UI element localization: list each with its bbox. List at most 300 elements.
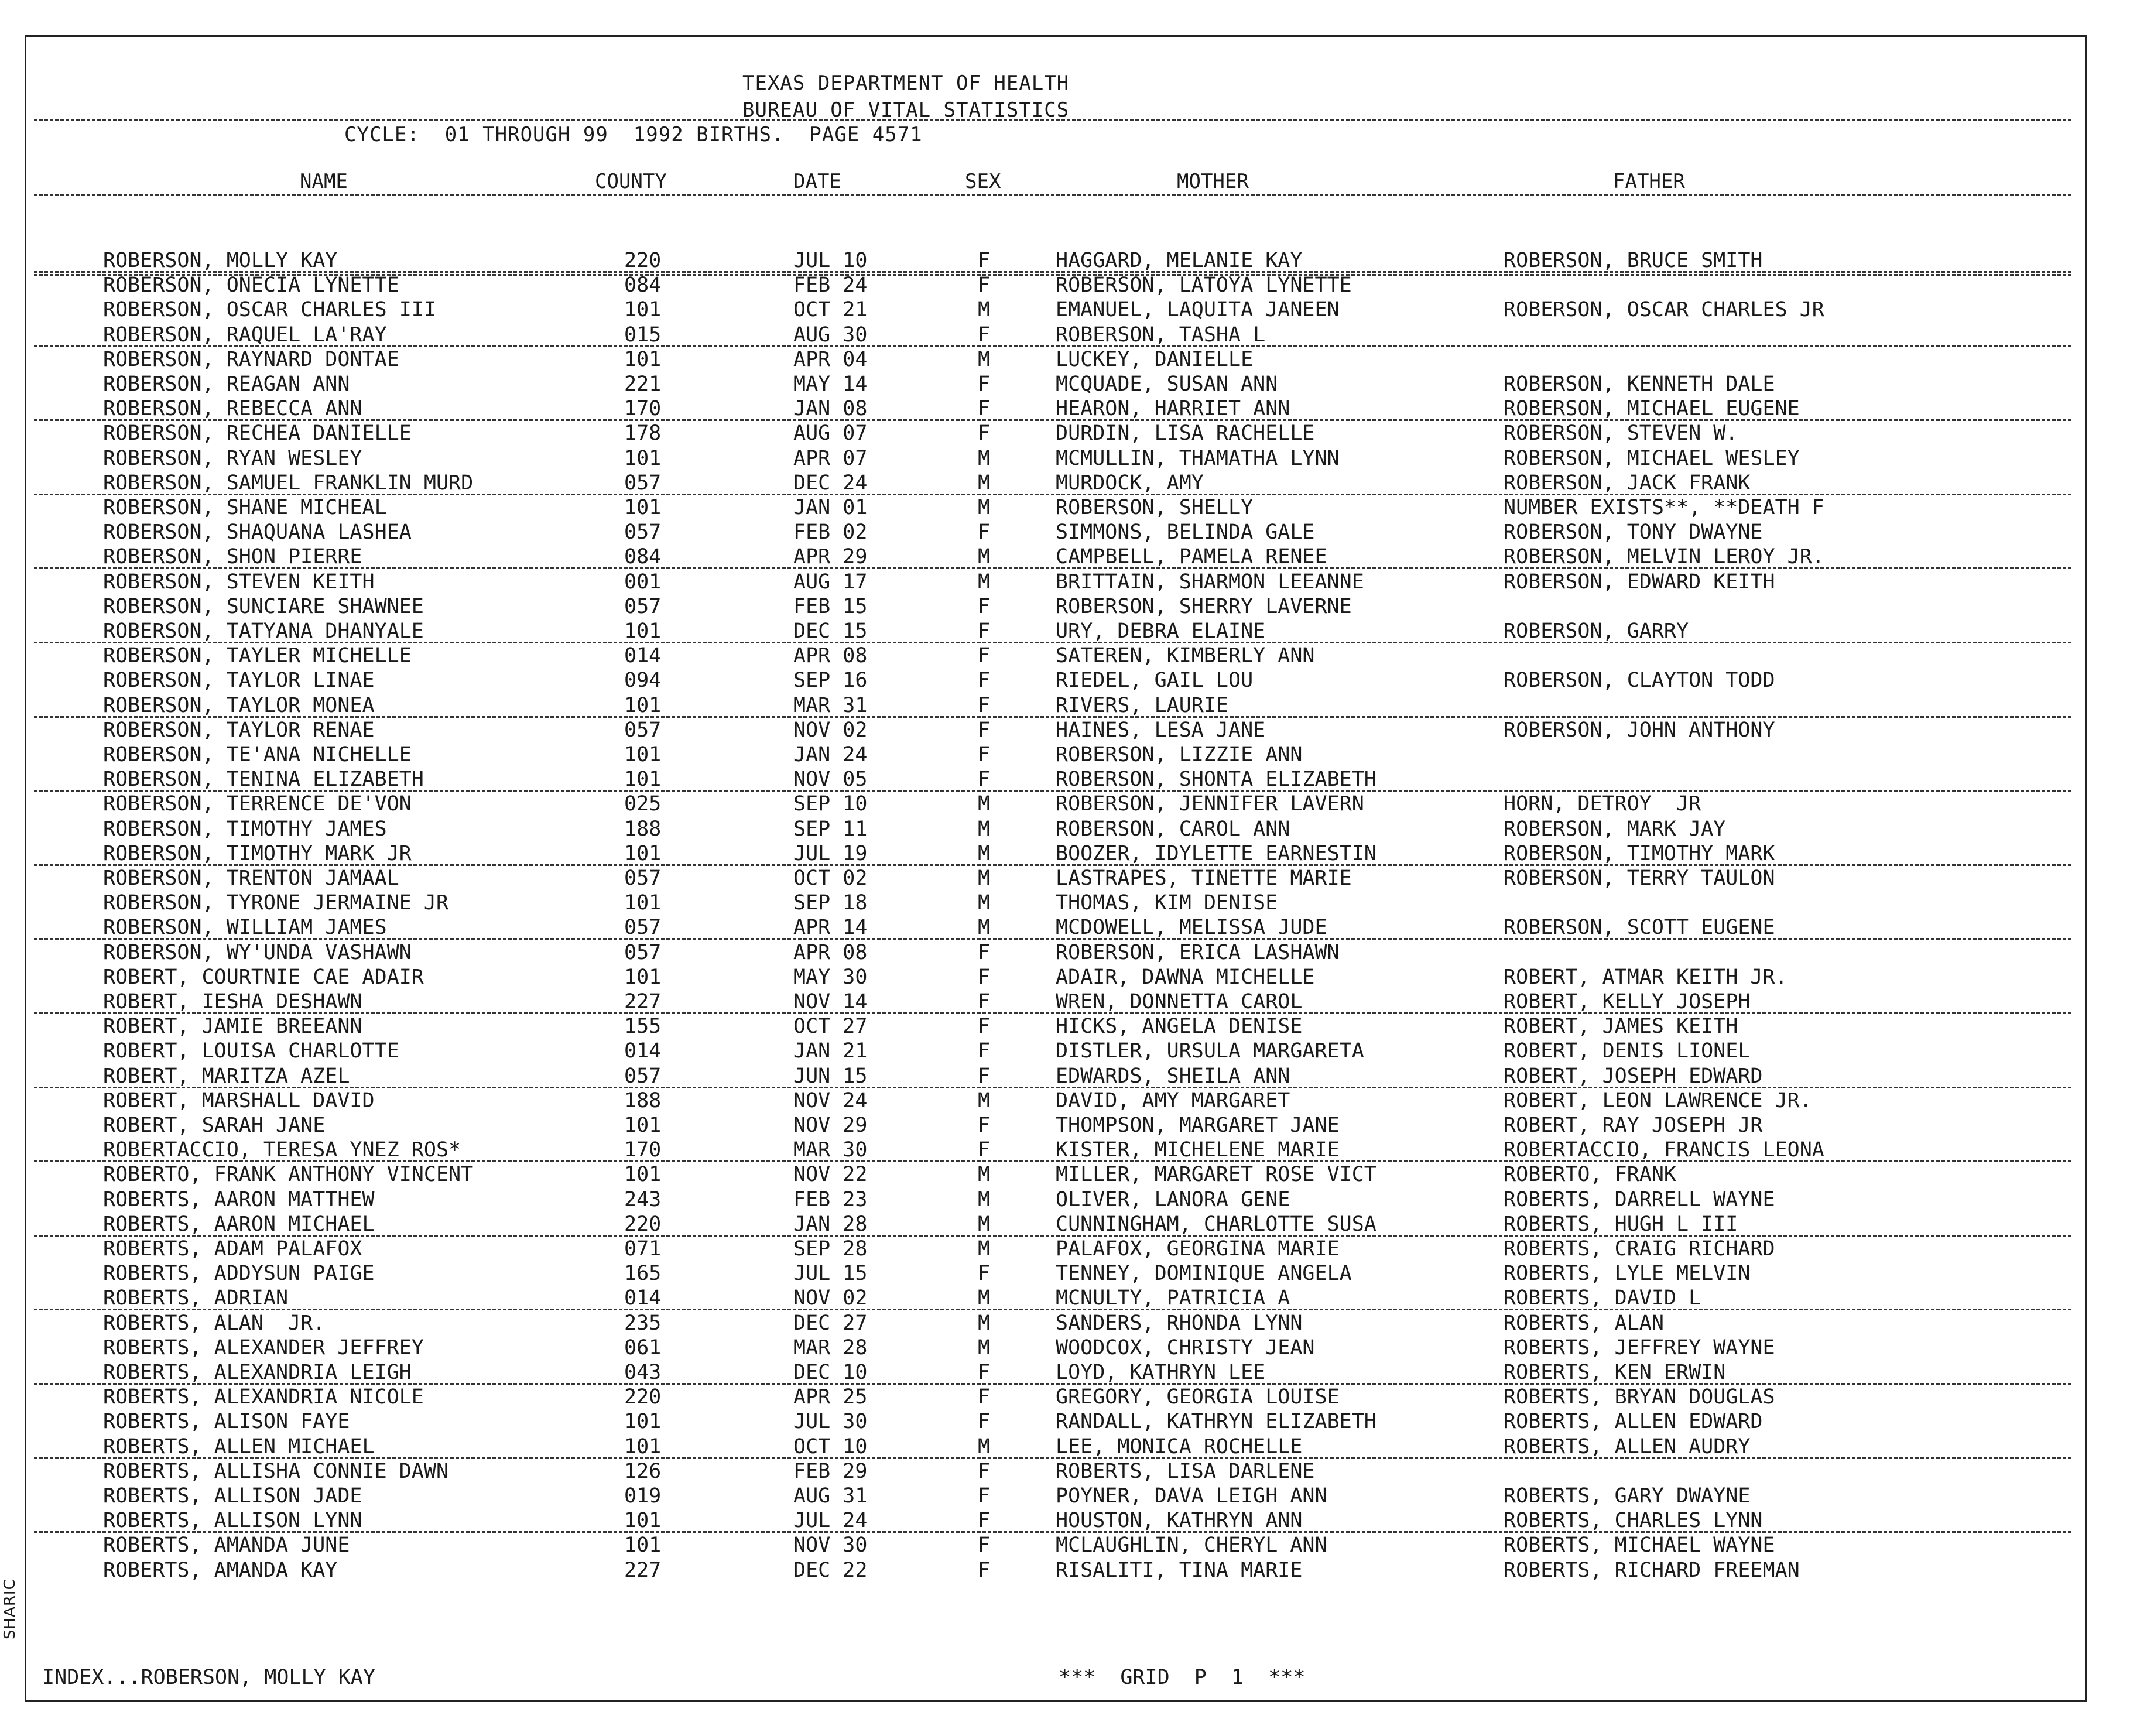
cell-name: ROBERT, MARITZA AZEL [103,1064,350,1088]
cell-father: ROBERTS, ALAN [1504,1311,1664,1335]
cell-name: ROBERSON, ONECIA LYNETTE [103,273,399,297]
cell-sex: M [978,891,991,915]
cell-mother: DAVID, AMY MARGARET [1056,1088,1290,1112]
table-row [0,1237,2108,1262]
cell-county: 227 [624,990,662,1013]
table-row [0,916,2108,940]
cell-sex: F [978,1064,991,1088]
cell-date: MAY 30 [793,965,868,989]
table-row [0,1559,2108,1583]
cell-father: ROBERTS, CRAIG RICHARD [1504,1237,1775,1261]
cell-name: ROBERSON, SHON PIERRE [103,545,362,569]
table-row [0,397,2108,422]
cell-county: 101 [624,1410,662,1434]
cell-father: ROBERT, JOSEPH EDWARD [1504,1064,1763,1088]
cell-county: 126 [624,1459,662,1483]
cell-sex: M [978,1434,991,1458]
cell-name: ROBERTS, ALEXANDRIA LEIGH [103,1361,412,1384]
cell-county: 101 [624,298,662,322]
cell-date: AUG 31 [793,1484,868,1508]
cell-father: ROBERTS, RICHARD FREEMAN [1504,1558,1800,1582]
cell-father: NUMBER EXISTS**, **DEATH F [1504,496,1824,519]
cell-sex: M [978,1311,991,1335]
table-row [0,1460,2108,1484]
cell-sex: M [978,841,991,865]
cell-name: ROBERSON, OSCAR CHARLES III [103,298,436,322]
cell-father: ROBERSON, TERRY TAULON [1504,867,1775,890]
cell-county: 101 [624,1434,662,1458]
cell-date: FEB 02 [793,521,868,545]
cell-sex: F [978,273,991,297]
cell-father: ROBERTS, KEN ERWIN [1504,1361,1726,1384]
cell-county: 014 [624,1039,662,1063]
cell-sex: F [978,1558,991,1582]
cell-county: 043 [624,1361,662,1384]
cell-mother: WREN, DONNETTA CAROL [1056,990,1303,1013]
cell-sex: F [978,693,991,717]
cell-father: ROBERTS, MICHAEL WAYNE [1504,1533,1775,1557]
cell-mother: MCDOWELL, MELISSA JUDE [1056,916,1327,940]
cell-sex: F [978,669,991,693]
cell-sex: M [978,347,991,371]
cell-sex: F [978,422,991,446]
cell-county: 243 [624,1187,662,1211]
table-row [0,1286,2108,1311]
cell-father: ROBERT, LEON LAWRENCE JR. [1504,1088,1812,1112]
cell-sex: F [978,521,991,545]
cell-mother: CAMPBELL, PAMELA RENEE [1056,545,1327,569]
cell-county: 170 [624,397,662,421]
cell-date: APR 07 [793,446,868,470]
table-row [0,768,2108,792]
cell-mother: ADAIR, DAWNA MICHELLE [1056,965,1315,989]
cell-name: ROBERSON, TYRONE JERMAINE JR [103,891,449,915]
table-row [0,422,2108,446]
cell-date: AUG 30 [793,323,868,347]
cell-father: ROBERT, DENIS LIONEL [1504,1039,1751,1063]
cell-county: 057 [624,521,662,545]
cell-mother: GREGORY, GEORGIA LOUISE [1056,1385,1340,1409]
cell-county: 170 [624,1138,662,1162]
cell-sex: M [978,1336,991,1360]
cell-sex: F [978,718,991,742]
cell-date: JUL 24 [793,1509,868,1533]
bureau-title: BUREAU OF VITAL STATISTICS [742,98,1070,122]
table-row [0,694,2108,718]
cell-sex: F [978,965,991,989]
cell-name: ROBERTS, ALLISON LYNN [103,1509,362,1533]
cell-mother: OLIVER, LANORA GENE [1056,1187,1290,1211]
cell-sex: F [978,1138,991,1162]
cell-mother: HEARON, HARRIET ANN [1056,397,1290,421]
table-row [0,817,2108,842]
cell-mother: ROBERSON, LATOYA LYNETTE [1056,273,1352,297]
cell-sex: M [978,570,991,594]
cell-mother: MCQUADE, SUSAN ANN [1056,372,1278,396]
col-sex-header: SEX [965,170,1001,193]
cell-sex: F [978,1410,991,1434]
cell-date: DEC 24 [793,471,868,495]
cell-county: 057 [624,940,662,964]
cell-mother: ROBERSON, SHELLY [1056,496,1254,519]
cell-county: 155 [624,1015,662,1039]
cell-sex: M [978,446,991,470]
cell-mother: KISTER, MICHELENE MARIE [1056,1138,1340,1162]
cell-sex: F [978,1262,991,1286]
cell-mother: URY, DEBRA ELAINE [1056,619,1266,643]
cell-date: OCT 10 [793,1434,868,1458]
cell-date: FEB 23 [793,1187,868,1211]
cell-mother: MCLAUGHLIN, CHERYL ANN [1056,1533,1327,1557]
cell-date: OCT 02 [793,867,868,890]
cell-county: 101 [624,446,662,470]
cell-county: 101 [624,1509,662,1533]
cell-date: SEP 16 [793,669,868,693]
cell-date: NOV 05 [793,768,868,792]
cell-name: ROBERTO, FRANK ANTHONY VINCENT [103,1163,474,1187]
cell-sex: M [978,1286,991,1310]
table-row [0,1533,2108,1558]
cell-date: FEB 29 [793,1459,868,1483]
cell-sex: F [978,594,991,618]
cell-sex: F [978,1385,991,1409]
table-row [0,743,2108,768]
cell-name: ROBERSON, TERRENCE DE'VON [103,792,412,816]
cell-father: ROBERSON, TIMOTHY MARK [1504,841,1775,865]
cell-name: ROBERSON, MOLLY KAY [103,249,338,272]
cell-county: 084 [624,273,662,297]
cell-father: ROBERSON, MICHAEL EUGENE [1504,397,1800,421]
cell-sex: M [978,298,991,322]
table-row [0,1361,2108,1385]
table-row [0,1039,2108,1064]
cell-date: SEP 28 [793,1237,868,1261]
cell-date: APR 08 [793,940,868,964]
table-row [0,842,2108,867]
cell-name: ROBERTS, ADAM PALAFOX [103,1237,362,1261]
cell-father: ROBERTS, ALLEN AUDRY [1504,1434,1751,1458]
side-label: SHARIC [1,1579,19,1639]
cell-name: ROBERTS, ALEXANDER JEFFREY [103,1336,424,1360]
cell-name: ROBERTS, AMANDA JUNE [103,1533,350,1557]
cell-name: ROBERTS, ALLISON JADE [103,1484,362,1508]
cell-mother: PALAFOX, GEORGINA MARIE [1056,1237,1340,1261]
table-row [0,298,2108,323]
cell-mother: THOMAS, KIM DENISE [1056,891,1278,915]
cell-name: ROBERTS, ALLISHA CONNIE DAWN [103,1459,449,1483]
cell-name: ROBERSON, SAMUEL FRANKLIN MURD [103,471,474,495]
cell-county: 101 [624,965,662,989]
table-row [0,595,2108,619]
col-county-header: COUNTY [595,170,667,193]
cell-county: 235 [624,1311,662,1335]
cell-mother: DURDIN, LISA RACHELLE [1056,422,1315,446]
cell-sex: M [978,1163,991,1187]
cell-mother: HOUSTON, KATHRYN ANN [1056,1509,1303,1533]
cell-father: ROBERSON, STEVEN W. [1504,422,1738,446]
cell-sex: M [978,1212,991,1236]
cell-county: 094 [624,669,662,693]
cell-sex: M [978,471,991,495]
cell-sex: F [978,1533,991,1557]
cell-sex: F [978,1484,991,1508]
cell-sex: M [978,496,991,519]
cell-mother: SATEREN, KIMBERLY ANN [1056,644,1315,668]
cell-father: ROBERSON, EDWARD KEITH [1504,570,1775,594]
cell-name: ROBERSON, TIMOTHY JAMES [103,817,387,841]
cell-name: ROBERSON, RAQUEL LA'RAY [103,323,387,347]
table-row [0,1089,2108,1114]
cell-county: 220 [624,1385,662,1409]
cell-date: JUL 30 [793,1410,868,1434]
cell-date: OCT 21 [793,298,868,322]
cell-sex: F [978,1361,991,1384]
cell-name: ROBERTS, AARON MATTHEW [103,1187,375,1211]
cell-date: DEC 15 [793,619,868,643]
cell-mother: MILLER, MARGARET ROSE VICT [1056,1163,1376,1187]
cell-date: SEP 10 [793,792,868,816]
table-row [0,372,2108,397]
header-divider [34,119,2071,121]
cell-father: ROBERT, RAY JOSEPH JR [1504,1114,1763,1137]
cell-date: NOV 30 [793,1533,868,1557]
cell-name: ROBERTS, AMANDA KAY [103,1558,338,1582]
cell-mother: WOODCOX, CHRISTY JEAN [1056,1336,1315,1360]
cell-name: ROBERSON, TE'ANA NICHELLE [103,743,412,766]
cell-name: ROBERT, COURTNIE CAE ADAIR [103,965,424,989]
cell-date: APR 04 [793,347,868,371]
cell-father: ROBERT, ATMAR KEITH JR. [1504,965,1788,989]
cell-mother: BOOZER, IDYLETTE EARNESTIN [1056,841,1376,865]
cell-father: ROBERTS, ALLEN EDWARD [1504,1410,1763,1434]
cell-date: NOV 22 [793,1163,868,1187]
cell-name: ROBERSON, TIMOTHY MARK JR [103,841,412,865]
cell-father: HORN, DETROY JR [1504,792,1701,816]
cell-father: ROBERTO, FRANK [1504,1163,1677,1187]
table-row [0,1188,2108,1213]
cell-date: OCT 27 [793,1015,868,1039]
cell-date: JUL 19 [793,841,868,865]
cell-father: ROBERTS, BRYAN DOUGLAS [1504,1385,1775,1409]
cell-sex: F [978,1015,991,1039]
cell-father: ROBERSON, TONY DWAYNE [1504,521,1763,545]
col-mother-header: MOTHER [1177,170,1249,193]
cell-date: AUG 17 [793,570,868,594]
cell-date: APR 14 [793,916,868,940]
cell-mother: ROBERSON, SHERRY LAVERNE [1056,594,1352,618]
cell-father: ROBERT, JAMES KEITH [1504,1015,1738,1039]
cell-county: 188 [624,817,662,841]
table-row [0,570,2108,595]
cell-sex: F [978,1459,991,1483]
cell-name: ROBERTACCIO, TERESA YNEZ ROS* [103,1138,461,1162]
cell-mother: ROBERSON, CAROL ANN [1056,817,1290,841]
cell-name: ROBERT, JAMIE BREEANN [103,1015,362,1039]
cell-date: APR 08 [793,644,868,668]
table-row [0,1336,2108,1361]
cell-father: ROBERSON, JACK FRANK [1504,471,1751,495]
cell-sex: M [978,817,991,841]
cell-father: ROBERSON, MARK JAY [1504,817,1726,841]
cell-date: NOV 14 [793,990,868,1013]
cell-father: ROBERTACCIO, FRANCIS LEONA [1504,1138,1824,1162]
cell-date: SEP 18 [793,891,868,915]
cell-county: 015 [624,323,662,347]
cell-date: JAN 28 [793,1212,868,1236]
cell-date: NOV 24 [793,1088,868,1112]
cell-county: 101 [624,743,662,766]
cell-mother: MURDOCK, AMY [1056,471,1204,495]
cell-mother: MCNULTY, PATRICIA A [1056,1286,1290,1310]
cell-mother: RIEDEL, GAIL LOU [1056,669,1254,693]
cell-county: 057 [624,718,662,742]
table-row [0,1015,2108,1039]
table-row [0,521,2108,545]
cell-sex: M [978,1237,991,1261]
cell-date: MAR 28 [793,1336,868,1360]
cell-father: ROBERSON, OSCAR CHARLES JR [1504,298,1824,322]
cell-county: 188 [624,1088,662,1112]
table-row [0,447,2108,471]
cell-mother: THOMPSON, MARGARET JANE [1056,1114,1340,1137]
cell-father: ROBERTS, DARRELL WAYNE [1504,1187,1775,1211]
cell-county: 101 [624,841,662,865]
cell-sex: F [978,768,991,792]
cell-name: ROBERSON, STEVEN KEITH [103,570,375,594]
cell-county: 101 [624,891,662,915]
cell-date: MAY 14 [793,372,868,396]
cell-county: 101 [624,1533,662,1557]
cell-father: ROBERSON, CLAYTON TODD [1504,669,1775,693]
col-name-header: NAME [300,170,348,193]
cell-father: ROBERT, KELLY JOSEPH [1504,990,1751,1013]
cell-name: ROBERSON, SHAQUANA LASHEA [103,521,412,545]
cell-mother: DISTLER, URSULA MARGARETA [1056,1039,1364,1063]
cell-name: ROBERSON, REAGAN ANN [103,372,350,396]
cell-mother: RIVERS, LAURIE [1056,693,1229,717]
cell-name: ROBERSON, REBECCA ANN [103,397,362,421]
cell-sex: F [978,1509,991,1533]
table-row [0,792,2108,817]
table-row [0,669,2108,693]
cell-date: JUL 15 [793,1262,868,1286]
cell-date: FEB 24 [793,273,868,297]
table-row [0,1312,2108,1336]
cell-name: ROBERTS, ALLEN MICHAEL [103,1434,375,1458]
table-row [0,1213,2108,1237]
cell-county: 014 [624,644,662,668]
cell-mother: ROBERSON, SHONTA ELIZABETH [1056,768,1376,792]
cell-name: ROBERSON, TRENTON JAMAAL [103,867,399,890]
table-row [0,1262,2108,1286]
cell-county: 220 [624,249,662,272]
cell-sex: F [978,1039,991,1063]
cell-name: ROBERSON, TAYLOR RENAE [103,718,375,742]
cell-date: JAN 21 [793,1039,868,1063]
cell-mother: LEE, MONICA ROCHELLE [1056,1434,1303,1458]
cell-name: ROBERSON, TATYANA DHANYALE [103,619,424,643]
cell-county: 101 [624,1163,662,1187]
cell-mother: ROBERTS, LISA DARLENE [1056,1459,1315,1483]
col-father-header: FATHER [1613,170,1685,193]
cell-mother: HICKS, ANGELA DENISE [1056,1015,1303,1039]
table-row [0,1114,2108,1138]
table-row [0,990,2108,1015]
cell-date: NOV 02 [793,718,868,742]
cell-name: ROBERSON, WILLIAM JAMES [103,916,387,940]
table-row [0,965,2108,990]
cell-sex: M [978,792,991,816]
cell-date: NOV 02 [793,1286,868,1310]
cell-father: ROBERSON, MELVIN LEROY JR. [1504,545,1824,569]
cell-county: 057 [624,594,662,618]
cell-sex: F [978,644,991,668]
cell-mother: HAGGARD, MELANIE KAY [1056,249,1303,272]
cell-date: DEC 27 [793,1311,868,1335]
cell-name: ROBERT, MARSHALL DAVID [103,1088,375,1112]
cell-mother: RISALITI, TINA MARIE [1056,1558,1303,1582]
table-row [0,718,2108,743]
cell-name: ROBERSON, TAYLOR MONEA [103,693,375,717]
table-row [0,941,2108,965]
cell-county: 014 [624,1286,662,1310]
cell-sex: M [978,867,991,890]
cell-name: ROBERSON, TAYLOR LINAE [103,669,375,693]
cell-county: 101 [624,693,662,717]
column-header-divider [34,194,2071,196]
cell-date: JAN 08 [793,397,868,421]
table-row [0,619,2108,644]
table-row [0,891,2108,916]
cell-date: NOV 29 [793,1114,868,1137]
cell-county: 101 [624,619,662,643]
cell-date: APR 25 [793,1385,868,1409]
cell-father: ROBERTS, CHARLES LYNN [1504,1509,1763,1533]
cell-name: ROBERT, IESHA DESHAWN [103,990,362,1013]
cell-name: ROBERSON, RYAN WESLEY [103,446,362,470]
cell-date: APR 29 [793,545,868,569]
cell-county: 101 [624,1114,662,1137]
cell-father: ROBERTS, LYLE MELVIN [1504,1262,1751,1286]
cell-sex: F [978,372,991,396]
cell-father: ROBERTS, HUGH L III [1504,1212,1738,1236]
cell-father: ROBERSON, BRUCE SMITH [1504,249,1763,272]
cell-county: 071 [624,1237,662,1261]
cell-mother: ROBERSON, ERICA LASHAWN [1056,940,1340,964]
cell-sex: F [978,397,991,421]
cell-county: 178 [624,422,662,446]
cell-mother: BRITTAIN, SHARMON LEEANNE [1056,570,1364,594]
cell-county: 084 [624,545,662,569]
cell-mother: ROBERSON, LIZZIE ANN [1056,743,1303,766]
cell-name: ROBERSON, SHANE MICHEAL [103,496,387,519]
cell-mother: MCMULLIN, THAMATHA LYNN [1056,446,1340,470]
table-row [0,867,2108,891]
cell-sex: F [978,619,991,643]
cell-father: ROBERSON, MICHAEL WESLEY [1504,446,1800,470]
cell-date: AUG 07 [793,422,868,446]
cell-father: ROBERTS, JEFFREY WAYNE [1504,1336,1775,1360]
cell-father: ROBERSON, GARRY [1504,619,1689,643]
cell-father: ROBERTS, DAVID L [1504,1286,1701,1310]
cell-name: ROBERTS, ALAN JR. [103,1311,326,1335]
cell-sex: M [978,1187,991,1211]
cell-sex: F [978,1114,991,1137]
cell-sex: M [978,916,991,940]
cell-sex: M [978,1088,991,1112]
grid-footer: *** GRID P 1 *** [1059,1666,1306,1689]
table-row [0,1435,2108,1460]
